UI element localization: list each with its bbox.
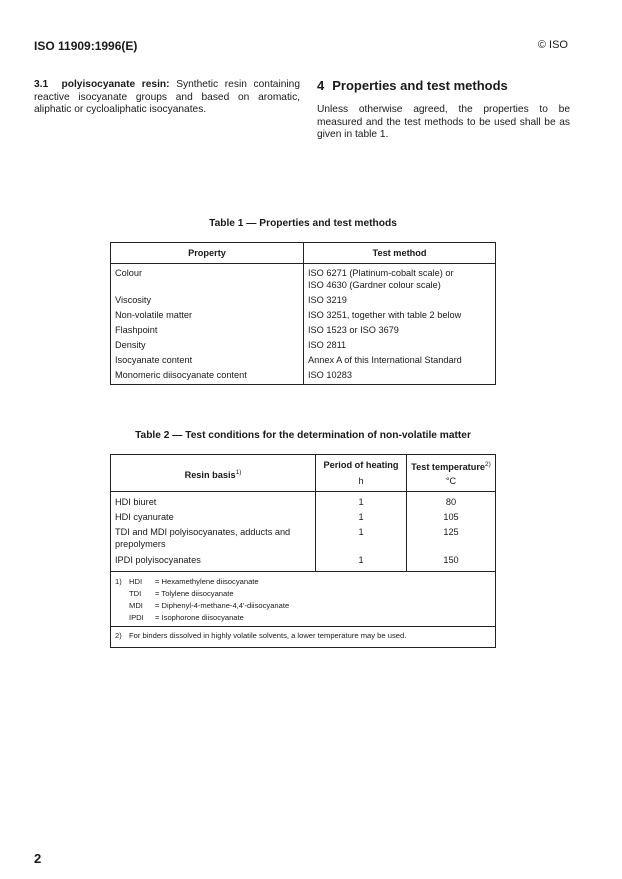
- abbreviation: HDI: [129, 577, 143, 587]
- footnote-line: [115, 576, 491, 588]
- temp-unit: °C: [407, 473, 496, 492]
- temp-cell: 105: [443, 512, 459, 523]
- property-cell: Monomeric diisocyanate content: [111, 369, 304, 385]
- property-cell: Density: [111, 339, 304, 354]
- resin-cell: HDI biuret: [111, 492, 316, 509]
- method-cell: ISO 3251, together with table 2 below: [308, 310, 462, 320]
- method-cell: Annex A of this International Standard: [308, 355, 462, 365]
- footnote-label: 1): [115, 577, 122, 587]
- footnote-ref: 2): [485, 461, 491, 468]
- abbreviation-text: = Hexamethylene diisocyanate: [155, 577, 259, 587]
- table-row: [111, 369, 496, 385]
- table1-caption: Table 1 — Properties and test methods: [209, 218, 397, 229]
- footnote-label: 2): [115, 631, 122, 641]
- period-cell: 1: [316, 550, 407, 572]
- table-row: [111, 309, 496, 324]
- property-cell: Colour: [111, 264, 304, 295]
- property-cell: Isocyanate content: [111, 354, 304, 369]
- abbreviation: TDI: [129, 589, 142, 599]
- period-unit: h: [316, 473, 407, 492]
- period-cell: 1: [316, 492, 407, 509]
- method-line: ISO 6271 (Platinum-cobalt scale) or: [308, 268, 454, 278]
- temp-cell: 80: [445, 497, 457, 508]
- footnote-1: [111, 572, 496, 627]
- section-number: 4: [317, 78, 325, 93]
- section-heading: [317, 78, 570, 93]
- resin-cell: TDI and MDI polyisocyanates, adducts and prepolymers: [111, 523, 316, 550]
- table-row: [111, 492, 496, 509]
- table-row: [111, 294, 496, 309]
- temp-cell: 150: [407, 550, 496, 572]
- period-cell: 1: [316, 523, 407, 550]
- document-id: ISO 11909:1996(E): [34, 39, 138, 53]
- table2-caption: Table 2 — Test conditions for the determination of non-volatile matter: [135, 430, 471, 441]
- footnote-2: [111, 627, 496, 648]
- abbreviation-text: = Isophorone diisocyanate: [155, 613, 244, 623]
- page-number: 2: [34, 851, 42, 866]
- table2-header-resin: [111, 455, 316, 492]
- table-row: [111, 523, 496, 550]
- footnote-line: [115, 600, 491, 612]
- abbreviation-text: = Diphenyl-4-methane-4,4'-diisocyanate: [155, 601, 290, 611]
- property-cell: Flashpoint: [111, 324, 304, 339]
- temp-cell: 125: [443, 527, 459, 538]
- abbreviation-text: = Tolylene diisocyanate: [155, 589, 234, 599]
- footnote-2-row: [111, 627, 496, 648]
- resin-cell: IPDI polyisocyanates: [111, 550, 316, 572]
- resin-cell: HDI cyanurate: [111, 508, 316, 523]
- abbreviation: MDI: [129, 601, 143, 611]
- footnote-text: For binders dissolved in highly volatile solvents, a lower temperature may be used.: [129, 631, 407, 641]
- property-cell: Viscosity: [111, 294, 304, 309]
- table1-header-method: Test method: [304, 243, 496, 264]
- method-cell: [304, 264, 496, 295]
- clause-number: 3.1: [34, 79, 49, 90]
- method-cell: ISO 2811: [308, 340, 347, 350]
- section-title: Properties and test methods: [332, 78, 508, 93]
- table2: [110, 454, 496, 648]
- clause-definition: Synthetic resin containing reactive isocyanate groups and based on aromatic, aliphatic or cycloaliphatic isocyanates.: [34, 79, 300, 115]
- method-cell: ISO 3219: [308, 295, 347, 305]
- period-cell: 1: [316, 508, 407, 523]
- table2-header-period: Period of heating: [316, 455, 407, 474]
- abbreviation: IPDI: [129, 613, 144, 623]
- section-4: [317, 78, 570, 142]
- table1-header-row: [111, 243, 496, 264]
- table-row: [111, 508, 496, 523]
- table-row: [111, 550, 496, 572]
- footnote-ref: 1): [235, 469, 242, 476]
- copyright-mark: © ISO: [537, 39, 568, 51]
- table2-header-temp: [407, 455, 496, 474]
- table2-header-row: [111, 455, 496, 474]
- clause-3-1: [34, 79, 300, 117]
- property-cell: Non-volatile matter: [111, 309, 304, 324]
- footnote-1-row: [111, 572, 496, 627]
- method-cell: ISO 1523 or ISO 3679: [308, 325, 399, 335]
- method-line: ISO 4630 (Gardner colour scale): [308, 280, 441, 290]
- table-row: [111, 339, 496, 354]
- table1: [110, 242, 496, 385]
- table1-header-property: Property: [111, 243, 304, 264]
- method-cell: ISO 10283: [308, 370, 352, 380]
- footnote-line: [115, 588, 491, 600]
- footnote-line: [115, 612, 491, 624]
- table-row: [111, 324, 496, 339]
- resin-header-label: Resin basis: [184, 470, 236, 481]
- table-row: [111, 264, 496, 295]
- clause-term: polyisocyanate resin:: [61, 79, 170, 90]
- table-row: [111, 354, 496, 369]
- section-body: Unless otherwise agreed, the properties to be measured and the test methods to be used shall be as given in table 1.: [317, 104, 570, 140]
- temp-header-label: Test temperature: [411, 462, 486, 473]
